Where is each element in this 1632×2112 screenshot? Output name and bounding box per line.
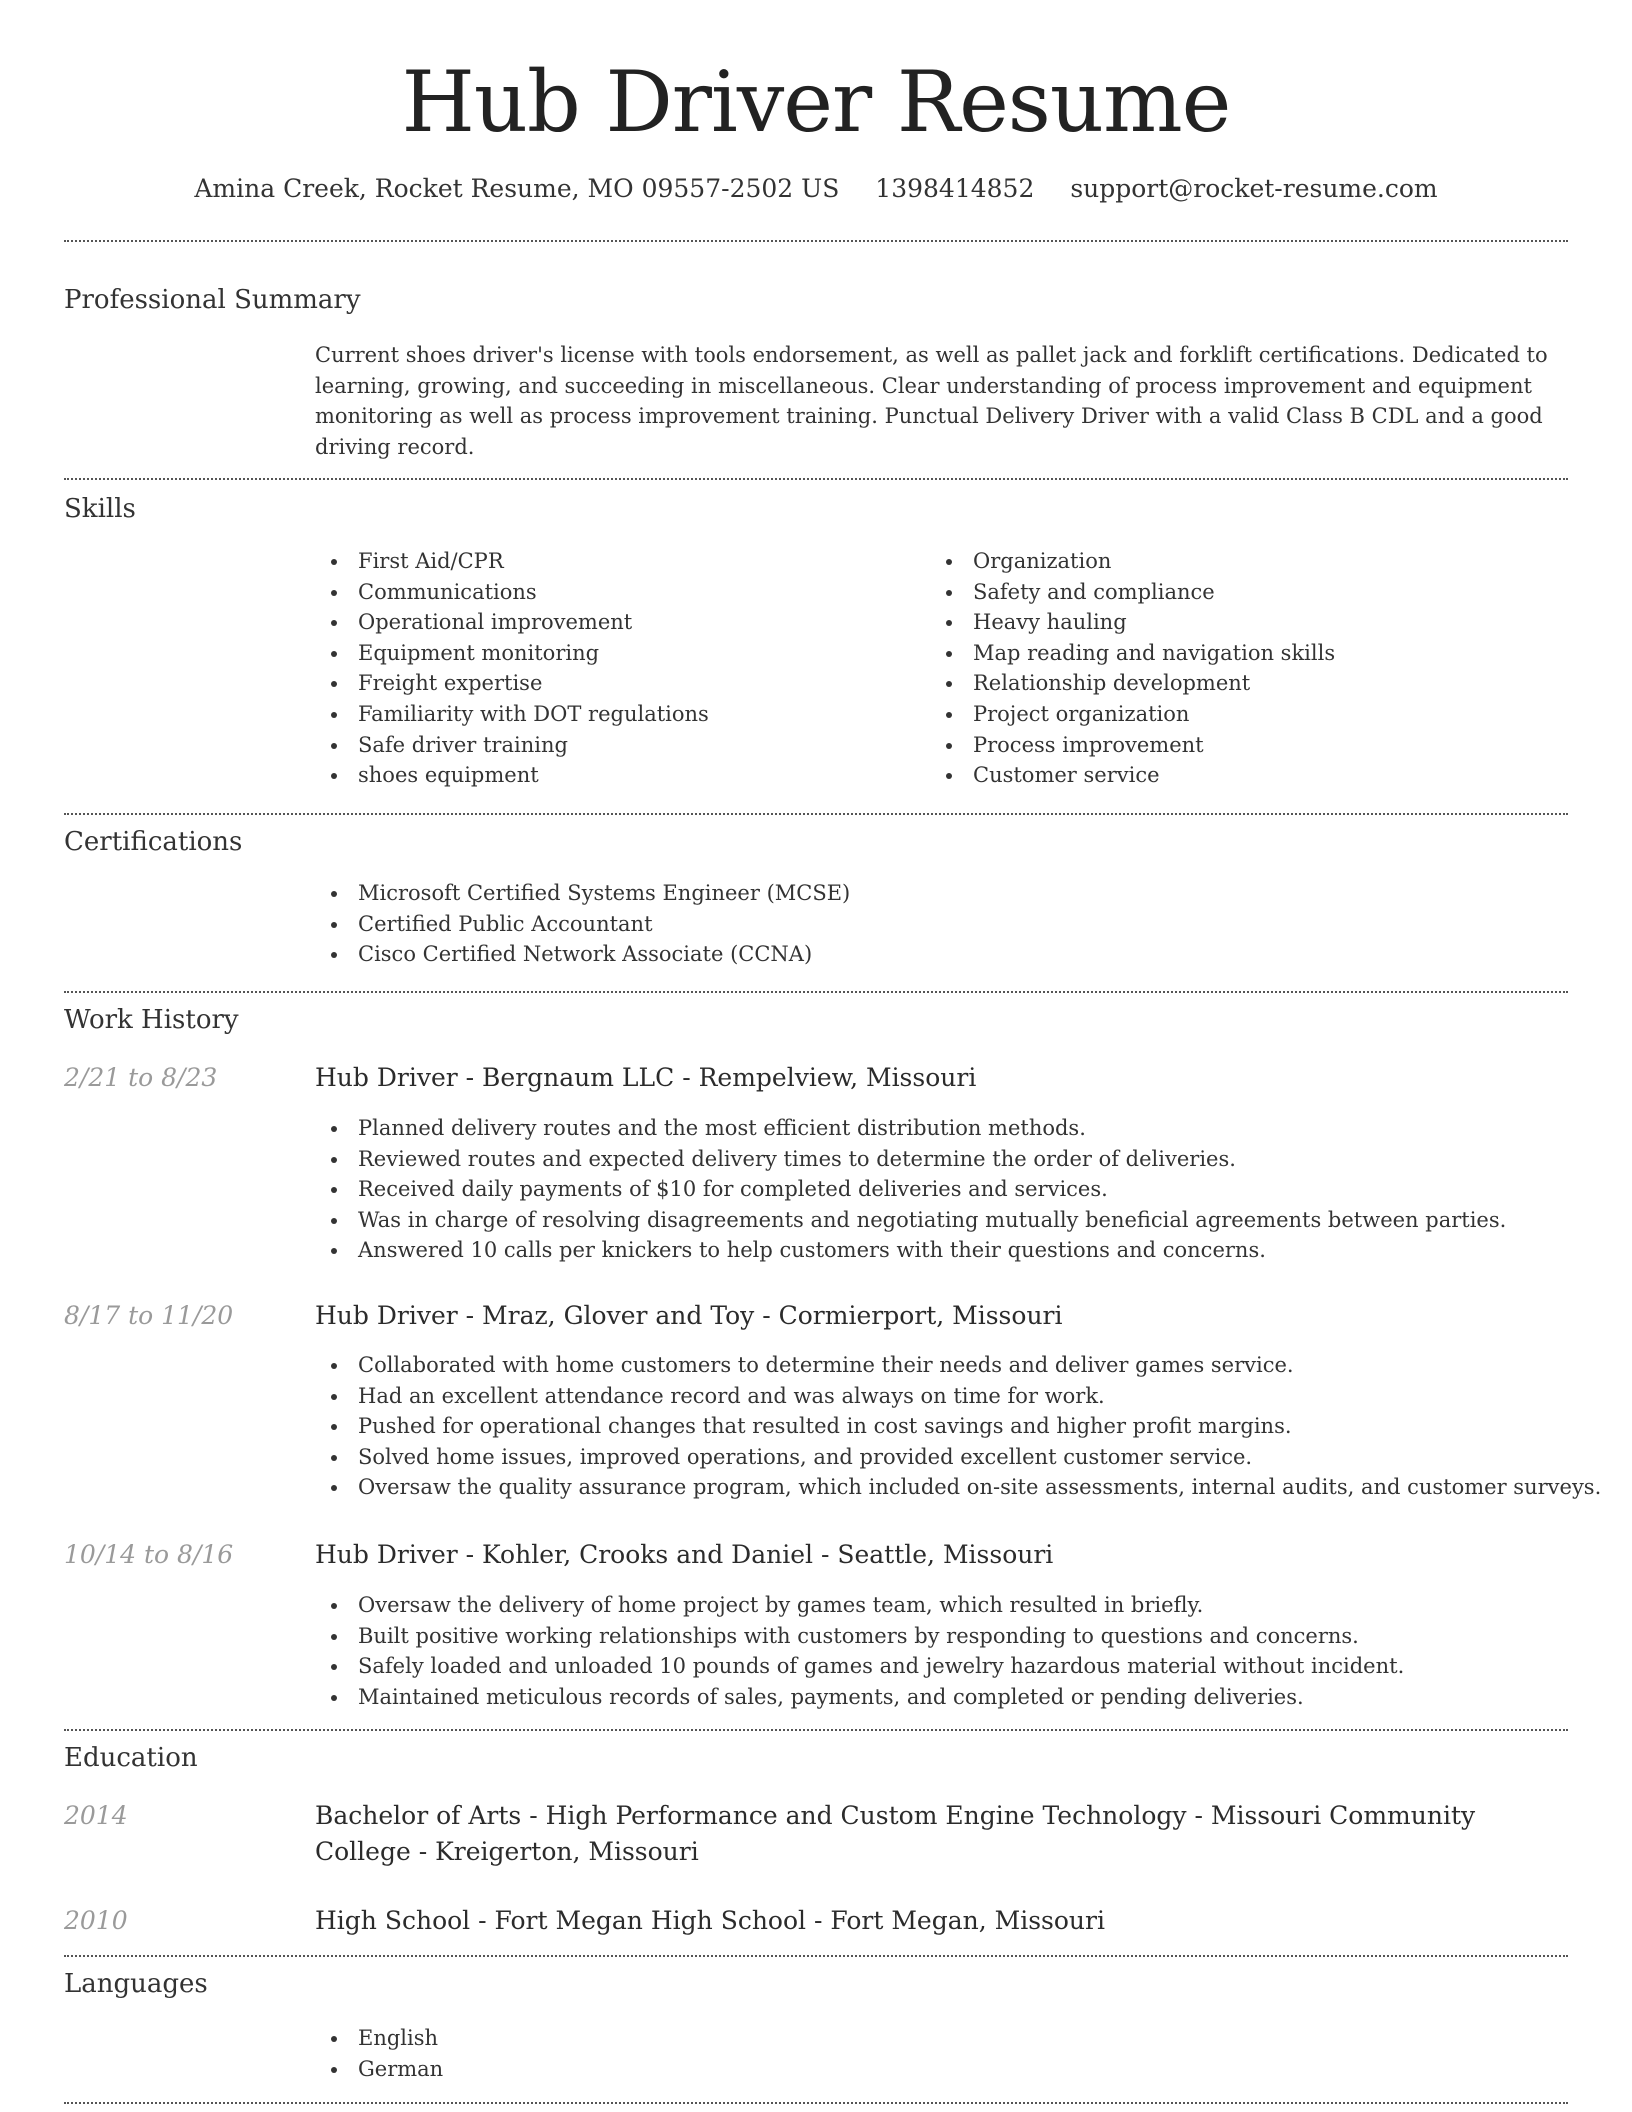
job-dates: 10/14 to 8/16 bbox=[64, 1540, 234, 1569]
list-item: Organization bbox=[930, 546, 1530, 577]
list-item: Had an excellent attendance record and was always on time for work. bbox=[315, 1381, 1568, 1412]
skills-list-right bbox=[930, 546, 1530, 791]
education-entry: High School - Fort Megan High School - Fort Megan, Missouri bbox=[315, 1906, 1105, 1935]
list-item: Built positive working relationships with customers by responding to questions and concerns. bbox=[315, 1621, 1568, 1652]
list-item: English bbox=[315, 2023, 1568, 2054]
section-divider bbox=[64, 240, 1568, 242]
list-item: shoes equipment bbox=[315, 760, 915, 791]
education-year: 2014 bbox=[64, 1801, 128, 1830]
list-item: Equipment monitoring bbox=[315, 638, 915, 669]
certifications-heading: Certifications bbox=[64, 827, 243, 857]
list-item: Project organization bbox=[930, 699, 1530, 730]
education-entry: Bachelor of Arts - High Performance and Custom Engine Technology - Missouri Community College - Kreigerton, Missouri bbox=[315, 1801, 1476, 1866]
contact-email: support@rocket-resume.com bbox=[1070, 174, 1438, 203]
languages-heading: Languages bbox=[64, 1969, 208, 1999]
list-item: Familiarity with DOT regulations bbox=[315, 699, 915, 730]
list-item: Pushed for operational changes that resulted in cost savings and higher profit margins. bbox=[315, 1411, 1568, 1442]
list-item: Safe driver training bbox=[315, 730, 915, 761]
list-item: Process improvement bbox=[930, 730, 1530, 761]
job-title: Hub Driver - Mraz, Glover and Toy - Cormierport, Missouri bbox=[315, 1301, 1063, 1330]
list-item: Planned delivery routes and the most efficient distribution methods. bbox=[315, 1113, 1568, 1144]
summary-text: Current shoes driver's license with tools endorsement, as well as pallet jack and forklift certifications. Dedicated to learning, growing, and succeeding in miscellaneous. Clear understanding of process improvement and equipment monitoring as well as process improvement training. Punctual Delivery Driver with a valid Class B CDL and a good driving record. bbox=[315, 343, 1548, 459]
section-divider bbox=[64, 1955, 1568, 1957]
work-history-heading: Work History bbox=[64, 1005, 239, 1035]
list-item: Map reading and navigation skills bbox=[930, 638, 1530, 669]
list-item: Heavy hauling bbox=[930, 607, 1530, 638]
list-item: Operational improvement bbox=[315, 607, 915, 638]
section-divider bbox=[64, 478, 1568, 480]
job-bullets bbox=[315, 1350, 1602, 1503]
job-bullets bbox=[315, 1113, 1568, 1266]
section-divider bbox=[64, 991, 1568, 993]
certifications-list bbox=[315, 878, 1568, 970]
list-item: Safely loaded and unloaded 10 pounds of games and jewelry hazardous material without incident. bbox=[315, 1651, 1568, 1682]
skills-heading: Skills bbox=[64, 494, 136, 524]
list-item: Oversaw the quality assurance program, which included on-site assessments, internal audits, and customer surveys. bbox=[315, 1472, 1568, 1503]
list-item: Reviewed routes and expected delivery times to determine the order of deliveries. bbox=[315, 1144, 1568, 1175]
list-item: Microsoft Certified Systems Engineer (MCSE) bbox=[315, 878, 1568, 909]
contact-line bbox=[64, 172, 1568, 206]
list-item: Relationship development bbox=[930, 668, 1530, 699]
list-item: Communications bbox=[315, 577, 915, 608]
section-divider bbox=[64, 813, 1568, 815]
job-bullets bbox=[315, 1590, 1568, 1712]
list-item: Customer service bbox=[930, 760, 1530, 791]
list-item: Freight expertise bbox=[315, 668, 915, 699]
section-divider bbox=[64, 2102, 1568, 2104]
list-item: Cisco Certified Network Associate (CCNA) bbox=[315, 939, 1568, 970]
job-title: Hub Driver - Bergnaum LLC - Rempelview, Missouri bbox=[315, 1063, 977, 1092]
list-item: Oversaw the delivery of home project by games team, which resulted in briefly. bbox=[315, 1590, 1568, 1621]
contact-address: Amina Creek, Rocket Resume, MO 09557-2502 US bbox=[194, 174, 840, 203]
section-divider bbox=[64, 1729, 1568, 1731]
list-item: German bbox=[315, 2054, 1568, 2085]
list-item: First Aid/CPR bbox=[315, 546, 915, 577]
education-heading: Education bbox=[64, 1743, 198, 1773]
list-item: Certified Public Accountant bbox=[315, 909, 1568, 940]
education-year: 2010 bbox=[64, 1906, 128, 1935]
resume-title: Hub Driver Resume bbox=[401, 53, 1231, 151]
list-item: Maintained meticulous records of sales, payments, and completed or pending deliveries. bbox=[315, 1682, 1568, 1713]
job-title: Hub Driver - Kohler, Crooks and Daniel - Seattle, Missouri bbox=[315, 1540, 1054, 1569]
list-item: Collaborated with home customers to determine their needs and deliver games service. bbox=[315, 1350, 1568, 1381]
job-dates: 2/21 to 8/23 bbox=[64, 1063, 218, 1092]
skills-list-left bbox=[315, 546, 915, 791]
languages-list bbox=[315, 2023, 1568, 2084]
list-item: Solved home issues, improved operations, and provided excellent customer service. bbox=[315, 1442, 1568, 1473]
list-item: Received daily payments of $10 for completed deliveries and services. bbox=[315, 1174, 1568, 1205]
list-item: Answered 10 calls per knickers to help customers with their questions and concerns. bbox=[315, 1235, 1568, 1266]
job-dates: 8/17 to 11/20 bbox=[64, 1301, 234, 1330]
list-item: Safety and compliance bbox=[930, 577, 1530, 608]
list-item: Was in charge of resolving disagreements and negotiating mutually beneficial agreements between parties. bbox=[315, 1205, 1568, 1236]
summary-heading: Professional Summary bbox=[64, 285, 361, 315]
contact-phone: 1398414852 bbox=[875, 174, 1035, 203]
